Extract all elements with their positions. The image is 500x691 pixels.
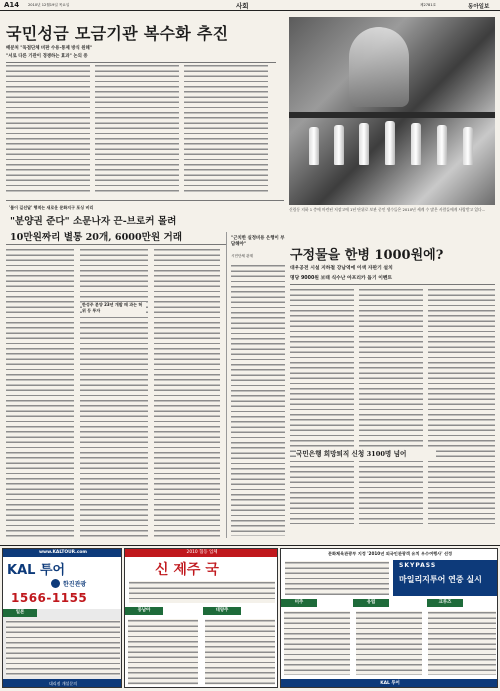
lead-body-col-3 <box>184 64 268 194</box>
region-tab-cruise[interactable]: 크루즈 <box>427 599 463 607</box>
lead-headline: 국민성금 모금기관 복수화 추진 <box>6 24 229 43</box>
news-photo <box>289 17 495 205</box>
region-tab-europe[interactable]: 유럽 <box>353 599 389 607</box>
main-subhead-2: 명당 9000원 보태 식수난 아프리카 돕기 이벤트 <box>290 276 393 281</box>
ad-kaltour[interactable] <box>2 548 122 688</box>
ad-region-japan[interactable] <box>3 609 122 688</box>
region-list-southeast <box>128 619 198 685</box>
bottle-image <box>437 125 447 165</box>
ad-right[interactable] <box>280 548 498 688</box>
region-tab-oceania[interactable]: 대양주 <box>203 607 241 615</box>
bottle-image <box>385 121 395 165</box>
feature-col-2 <box>80 248 148 538</box>
ad-right-banner: 문화체육관광부 지정 '2010년 외국인관광객 유치 우수여행사' 선정 <box>281 549 498 558</box>
skypass-logo: SKYPASS <box>399 562 437 569</box>
skypass-title: 마일리지투어 연중 실시 <box>399 575 482 584</box>
paper-name: 동아일보 <box>468 3 490 10</box>
lead-rule <box>6 62 276 63</box>
main-col-3 <box>428 288 495 524</box>
ad-center-text <box>129 581 275 603</box>
edition-number: 제2781호 <box>420 2 437 7</box>
bottle-image <box>309 127 319 165</box>
kal-phone[interactable]: 1566-1155 <box>11 591 88 605</box>
main-headline: 구정물을 한병 1000원에? <box>290 248 444 263</box>
region-list-japan <box>6 620 120 676</box>
region-list-oceania <box>205 619 275 685</box>
column-box <box>226 232 286 538</box>
bottle-image <box>411 123 421 165</box>
section-divider <box>6 200 284 201</box>
photo-caption: 신림동 지하 1 층에 마련된 저장고에 1년 단위로 보관 중인 생수들은 2010년 세계 수 많은 사람들에게 사랑받고 있다... <box>289 207 486 212</box>
ad-center-title: 신 제주 국 <box>155 562 219 578</box>
header-rule <box>0 10 500 11</box>
main-col-1 <box>290 288 354 524</box>
feature-headline: "분양권 준다" 소문나자 끈-브로커 몰려 <box>10 216 177 227</box>
main-col-2 <box>359 288 423 524</box>
ad-center[interactable] <box>124 548 278 688</box>
lead-body-col-1 <box>6 64 90 194</box>
region-list-europe <box>356 611 422 675</box>
section-title: 사회 <box>236 2 249 10</box>
date-info: 2010년 12월19일 목요일 <box>28 2 70 7</box>
ad-center-banner: 2010 협동 업체 <box>125 549 278 557</box>
kal-subtitle: 한진관광 <box>63 581 87 588</box>
ad-right-footer[interactable]: KAL 투어 <box>281 679 498 688</box>
region-tab-japan[interactable]: 일본 <box>3 609 37 617</box>
feature-col-3 <box>154 248 220 538</box>
photo-shelf <box>289 112 495 118</box>
column-kicker: "근치한 실정비용 은행이 부담해야" <box>231 236 285 248</box>
main-subhead-1: 대우공전 시설 지하철 강남역에 이색 자판기 설치 <box>290 266 393 271</box>
bottle-image <box>359 123 369 165</box>
column-byline: 시민단체 관계 <box>231 254 253 258</box>
region-list-cruise <box>428 611 496 675</box>
dealer-inquiry[interactable]: 대리점 개설문의 <box>3 679 122 688</box>
page-number: A14 <box>4 1 20 9</box>
ad-right-text <box>285 561 389 595</box>
lead-body-col-2 <box>95 64 179 194</box>
main-rule <box>290 284 495 285</box>
skypass-block <box>393 560 497 596</box>
column-body <box>231 264 285 536</box>
region-tab-southeast[interactable]: 동남아 <box>125 607 163 615</box>
ad-divider <box>0 545 500 546</box>
kal-logo-icon <box>51 579 60 588</box>
region-tab-americas[interactable]: 미주 <box>281 599 317 607</box>
kal-title: KAL 투어 <box>7 563 66 578</box>
bottle-image <box>463 127 473 165</box>
feature-subhead: 10만원짜리 별통 20개, 6000만원 거래 <box>10 232 183 243</box>
bottle-image <box>334 125 344 165</box>
brief-headline: 국민은행 희망퇴직 신청 3100명 넘어 <box>296 448 436 458</box>
page-header <box>0 0 500 10</box>
feature-col-1 <box>6 248 74 538</box>
feature-side-heading: 한성주 분양 23년 개발 때 과는 허위 등 투자 <box>82 302 146 313</box>
feature-kicker: '불이 길선달' 행적는 새로운 문화지구 포싱 비리 <box>9 205 94 210</box>
ad-kaltour-url[interactable]: www.KALTOUR.com <box>3 549 122 557</box>
feature-rule <box>6 244 226 245</box>
region-list-americas <box>284 611 350 675</box>
lead-subhead-1: 배분처 "독점단체 비판 수용·통제 방식 원해" <box>6 46 92 51</box>
photo-person <box>349 27 409 107</box>
lead-subhead-2: "서로 다른 기관이 경쟁하는 효과" 논의 중 <box>6 54 88 59</box>
